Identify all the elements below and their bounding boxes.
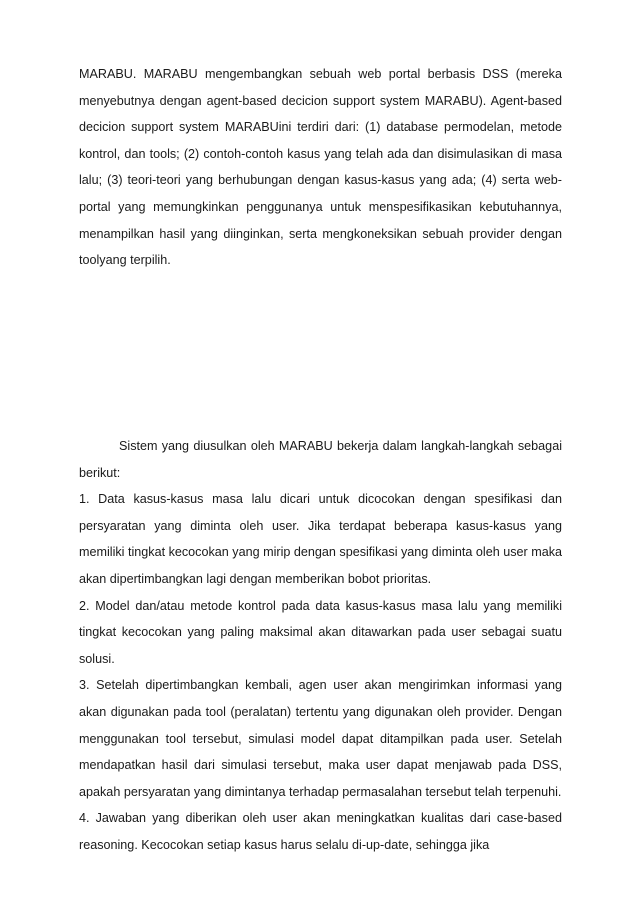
text-block-bottom xyxy=(79,433,562,859)
paragraph-marabu-intro: MARABU. MARABU mengembangkan sebuah web portal berbasis DSS (mereka menyebutnya dengan agent-based decicion support system MARABU). Agent-based decicion support system MARABUini terdiri dari: (1) database permodelan, metode kontrol, dan tools; (2) contoh-contoh kasus yang telah ada dan disimulasikan di masa lalu; (3) teori-teori yang berhubungan dengan kasus-kasus yang ada; (4) serta web-portal yang memungkinkan penggunanya untuk menspesifikasikan kebutuhannya, menampilkan hasil yang diinginkan, serta mengkoneksikan sebuah provider dengan toolyang terpilih. xyxy=(79,67,562,268)
text-block-top xyxy=(79,61,562,274)
list-item-step-3: 3. Setelah dipertimbangkan kembali, agen user akan mengirimkan informasi yang akan digunakan pada tool (peralatan) tertentu yang digunakan oleh provider. Dengan menggunakan tool tersebut, simulasi model dapat ditampilkan pada user. Setelah mendapatkan hasil dari simulasi tersebut, maka user dapat menjawab pada DSS, apakah persyaratan yang dimintanya terhadap permasalahan tersebut telah terpenuhi. xyxy=(79,678,562,799)
list-item-step-4: 4. Jawaban yang diberikan oleh user akan meningkatkan kualitas dari case-based reasoning. Kecocokan setiap kasus harus selalu di-up-date, sehingga jika xyxy=(79,811,562,852)
list-item-step-2: 2. Model dan/atau metode kontrol pada data kasus-kasus masa lalu yang memiliki tingkat kecocokan yang paling maksimal akan ditawarkan pada user sebagai suatu solusi. xyxy=(79,598,562,666)
list-item-step-1: 1. Data kasus-kasus masa lalu dicari untuk dicocokan dengan spesifikasi dan persyaratan yang diminta oleh user. Jika terdapat beberapa kasus-kasus yang memiliki tingkat kecocokan yang mirip dengan spesifikasi yang diminta oleh user maka akan dipertimbangkan lagi dengan memberikan bobot prioritas. xyxy=(79,492,562,586)
paragraph-system-steps-intro: Sistem yang diusulkan oleh MARABU bekerja dalam langkah-langkah sebagai berikut: xyxy=(79,439,562,480)
